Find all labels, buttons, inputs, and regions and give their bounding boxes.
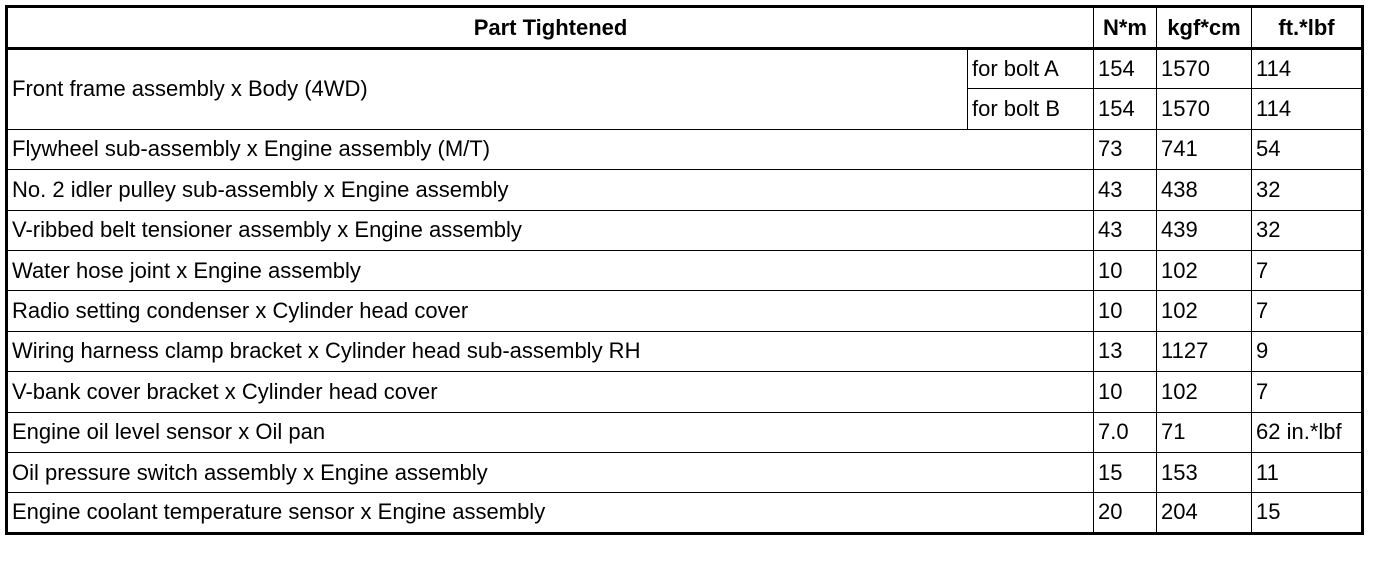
table-row bbox=[7, 129, 1363, 169]
nm-cell: 43 bbox=[1094, 170, 1157, 210]
part-name-cell: Water hose joint x Engine assembly bbox=[7, 250, 1094, 290]
part-name-cell: V-bank cover bracket x Cylinder head cover bbox=[7, 372, 1094, 412]
header-row bbox=[7, 7, 1363, 49]
nm-cell: 10 bbox=[1094, 372, 1157, 412]
kgf-cm-cell: 102 bbox=[1157, 372, 1252, 412]
header-nm: N*m bbox=[1094, 7, 1157, 49]
torque-specification-table bbox=[5, 5, 1364, 535]
kgf-cm-cell: 153 bbox=[1157, 452, 1252, 492]
part-name-cell: Engine coolant temperature sensor x Engine assembly bbox=[7, 493, 1094, 533]
nm-cell: 10 bbox=[1094, 250, 1157, 290]
ft-lbf-cell: 15 bbox=[1252, 493, 1363, 533]
nm-cell: 154 bbox=[1094, 49, 1157, 89]
kgf-cm-cell: 438 bbox=[1157, 170, 1252, 210]
part-name-cell: Oil pressure switch assembly x Engine assembly bbox=[7, 452, 1094, 492]
ft-lbf-cell: 9 bbox=[1252, 331, 1363, 371]
ft-lbf-cell: 114 bbox=[1252, 49, 1363, 89]
part-name-cell: Wiring harness clamp bracket x Cylinder head sub-assembly RH bbox=[7, 331, 1094, 371]
part-name-cell: Radio setting condenser x Cylinder head cover bbox=[7, 291, 1094, 331]
table-row bbox=[7, 49, 1363, 89]
kgf-cm-cell: 1570 bbox=[1157, 89, 1252, 129]
ft-lbf-cell: 7 bbox=[1252, 372, 1363, 412]
kgf-cm-cell: 102 bbox=[1157, 250, 1252, 290]
nm-cell: 43 bbox=[1094, 210, 1157, 250]
ft-lbf-cell: 7 bbox=[1252, 250, 1363, 290]
kgf-cm-cell: 1127 bbox=[1157, 331, 1252, 371]
bolt-label-cell: for bolt A bbox=[968, 49, 1094, 89]
ft-lbf-cell: 7 bbox=[1252, 291, 1363, 331]
kgf-cm-cell: 1570 bbox=[1157, 49, 1252, 89]
nm-cell: 10 bbox=[1094, 291, 1157, 331]
ft-lbf-cell: 62 in.*lbf bbox=[1252, 412, 1363, 452]
ft-lbf-cell: 32 bbox=[1252, 170, 1363, 210]
nm-cell: 73 bbox=[1094, 129, 1157, 169]
table-row bbox=[7, 250, 1363, 290]
header-ft-lbf: ft.*lbf bbox=[1252, 7, 1363, 49]
ft-lbf-cell: 32 bbox=[1252, 210, 1363, 250]
nm-cell: 154 bbox=[1094, 89, 1157, 129]
ft-lbf-cell: 54 bbox=[1252, 129, 1363, 169]
kgf-cm-cell: 102 bbox=[1157, 291, 1252, 331]
nm-cell: 7.0 bbox=[1094, 412, 1157, 452]
table-row bbox=[7, 493, 1363, 533]
kgf-cm-cell: 204 bbox=[1157, 493, 1252, 533]
header-kgf-cm: kgf*cm bbox=[1157, 7, 1252, 49]
part-name-cell: Flywheel sub-assembly x Engine assembly (M/T) bbox=[7, 129, 1094, 169]
table-row bbox=[7, 452, 1363, 492]
header-part-tightened: Part Tightened bbox=[7, 7, 1094, 49]
ft-lbf-cell: 11 bbox=[1252, 452, 1363, 492]
kgf-cm-cell: 741 bbox=[1157, 129, 1252, 169]
table-row bbox=[7, 291, 1363, 331]
nm-cell: 15 bbox=[1094, 452, 1157, 492]
table-row bbox=[7, 412, 1363, 452]
table-row bbox=[7, 170, 1363, 210]
nm-cell: 13 bbox=[1094, 331, 1157, 371]
part-name-cell: Engine oil level sensor x Oil pan bbox=[7, 412, 1094, 452]
kgf-cm-cell: 439 bbox=[1157, 210, 1252, 250]
table-row bbox=[7, 372, 1363, 412]
kgf-cm-cell: 71 bbox=[1157, 412, 1252, 452]
part-name-cell: V-ribbed belt tensioner assembly x Engine assembly bbox=[7, 210, 1094, 250]
nm-cell: 20 bbox=[1094, 493, 1157, 533]
table-row bbox=[7, 331, 1363, 371]
part-name-cell: Front frame assembly x Body (4WD) bbox=[7, 49, 968, 130]
bolt-label-cell: for bolt B bbox=[968, 89, 1094, 129]
part-name-cell: No. 2 idler pulley sub-assembly x Engine assembly bbox=[7, 170, 1094, 210]
table-row bbox=[7, 210, 1363, 250]
ft-lbf-cell: 114 bbox=[1252, 89, 1363, 129]
